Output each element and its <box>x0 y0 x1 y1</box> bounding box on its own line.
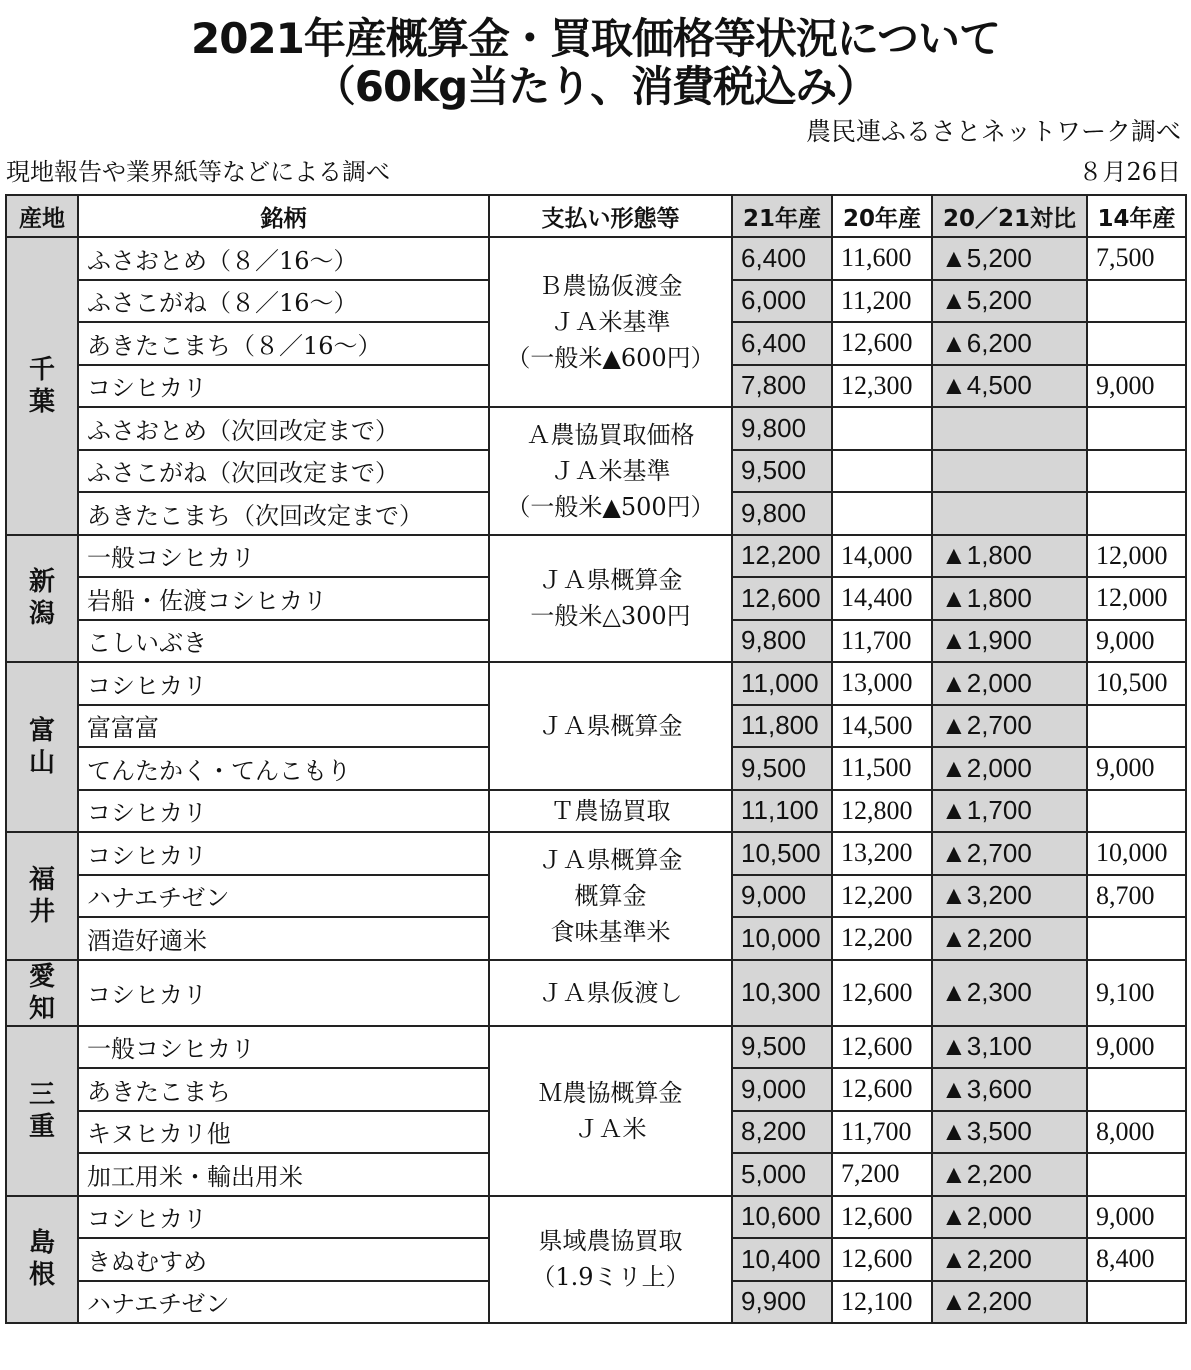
brand-cell: あきたこまち（８／16～） <box>78 322 489 365</box>
brand-cell: コシヒカリ <box>78 960 489 1026</box>
price-2020-cell: 12,100 <box>832 1281 932 1324</box>
prefecture-cell <box>6 1026 78 1196</box>
price-diff-cell: ▲2,700 <box>932 832 1087 875</box>
price-2021-cell: 9,900 <box>732 1281 832 1324</box>
brand-cell: きぬむすめ <box>78 1238 489 1281</box>
price-2020-cell <box>832 450 932 493</box>
payment-line: ＪＡ米基準 <box>550 308 671 336</box>
price-diff-cell: ▲6,200 <box>932 322 1087 365</box>
payment-line: ＪＡ県概算金 <box>538 711 683 740</box>
price-2020-cell: 12,800 <box>832 790 932 833</box>
price-2021-cell: 10,600 <box>732 1196 832 1239</box>
brand-cell: 岩船・佐渡コシヒカリ <box>78 577 489 620</box>
brand-cell: ふさこがね（８／16～） <box>78 280 489 323</box>
price-diff-cell: ▲5,200 <box>932 280 1087 323</box>
payment-cell <box>489 790 732 833</box>
brand-cell: 一般コシヒカリ <box>78 1026 489 1069</box>
price-2020-cell: 12,600 <box>832 1238 932 1281</box>
price-2014-cell: 9,000 <box>1087 747 1186 790</box>
brand-cell: キヌヒカリ他 <box>78 1111 489 1154</box>
payment-line: Ｂ農協仮渡金 <box>538 272 683 300</box>
price-diff-cell: ▲3,200 <box>932 875 1087 918</box>
payment-cell <box>489 1026 732 1196</box>
brand-cell: コシヒカリ <box>78 832 489 875</box>
price-2020-cell: 14,400 <box>832 577 932 620</box>
price-2021-cell: 9,500 <box>732 1026 832 1069</box>
price-2020-cell: 14,500 <box>832 705 932 748</box>
price-diff-cell: ▲2,700 <box>932 705 1087 748</box>
price-diff-cell: ▲3,100 <box>932 1026 1087 1069</box>
price-2021-cell: 11,800 <box>732 705 832 748</box>
payment-cell <box>489 407 732 535</box>
brand-cell: コシヒカリ <box>78 790 489 833</box>
header-y14: 14年産 <box>1087 195 1186 237</box>
payment-line: ＪＡ米 <box>574 1114 647 1143</box>
price-2021-cell: 9,000 <box>732 1068 832 1111</box>
prefecture-cell <box>6 960 78 1026</box>
price-diff-cell: ▲1,800 <box>932 535 1087 578</box>
payment-cell <box>489 832 732 960</box>
prefecture-cell <box>6 832 78 960</box>
price-2020-cell: 13,200 <box>832 832 932 875</box>
price-diff-cell: ▲2,200 <box>932 1281 1087 1324</box>
table-body <box>6 237 1186 1323</box>
payment-line: ＪＡ米基準 <box>550 456 671 485</box>
price-2014-cell <box>1087 492 1186 535</box>
price-2021-cell: 9,000 <box>732 875 832 918</box>
prefecture-char: 愛 <box>28 961 55 992</box>
brand-cell: 加工用米・輸出用米 <box>78 1153 489 1196</box>
price-2021-cell: 9,500 <box>732 747 832 790</box>
payment-line: （一般米▲600円） <box>506 344 715 372</box>
page-subtitle: （60kg当たり、消費税込み） <box>313 62 878 111</box>
price-2021-cell: 11,100 <box>732 790 832 833</box>
price-2021-cell: 7,800 <box>732 365 832 408</box>
brand-cell: あきたこまち（次回改定まで） <box>78 492 489 535</box>
payment-line: Ｔ農協買取 <box>550 796 671 825</box>
price-2020-cell <box>832 407 932 450</box>
price-2014-cell <box>1087 280 1186 323</box>
price-2020-cell: 12,300 <box>832 365 932 408</box>
price-2020-cell: 7,200 <box>832 1153 932 1196</box>
price-2020-cell: 11,700 <box>832 620 932 663</box>
price-2014-cell: 10,500 <box>1087 662 1186 705</box>
prefecture-char: 山 <box>28 748 55 778</box>
price-2020-cell: 12,600 <box>832 1068 932 1111</box>
price-2020-cell: 12,600 <box>832 1196 932 1239</box>
price-2014-cell: 12,000 <box>1087 535 1186 578</box>
prefecture-char: 福 <box>28 864 55 895</box>
price-2020-cell: 13,000 <box>832 662 932 705</box>
price-diff-cell: ▲2,200 <box>932 1238 1087 1281</box>
price-diff-cell: ▲1,800 <box>932 577 1087 620</box>
price-2021-cell: 10,300 <box>732 960 832 1026</box>
price-2020-cell: 11,700 <box>832 1111 932 1154</box>
prefecture-cell <box>6 1196 78 1324</box>
report-date: ８月26日 <box>1078 158 1181 186</box>
price-2014-cell <box>1087 790 1186 833</box>
price-2021-cell: 6,400 <box>732 322 832 365</box>
table-row <box>6 1026 1186 1069</box>
brand-cell: あきたこまち <box>78 1068 489 1111</box>
prefecture-cell <box>6 237 78 535</box>
brand-cell: ふさおとめ（次回改定まで） <box>78 407 489 450</box>
table-row <box>6 662 1186 705</box>
price-2014-cell: 8,000 <box>1087 1111 1186 1154</box>
price-diff-cell: ▲2,200 <box>932 1153 1087 1196</box>
price-2021-cell: 8,200 <box>732 1111 832 1154</box>
table-row <box>6 535 1186 578</box>
price-2021-cell: 9,800 <box>732 492 832 535</box>
brand-cell: 一般コシヒカリ <box>78 535 489 578</box>
prefecture-char: 葉 <box>28 386 55 417</box>
brand-cell: ハナエチゼン <box>78 1281 489 1324</box>
price-diff-cell: ▲3,600 <box>932 1068 1087 1111</box>
payment-cell <box>489 237 732 407</box>
price-2020-cell: 11,500 <box>832 747 932 790</box>
prefecture-char: 富 <box>28 716 55 746</box>
price-2020-cell: 12,600 <box>832 322 932 365</box>
payment-cell <box>489 662 732 790</box>
price-2021-cell: 9,500 <box>732 450 832 493</box>
payment-cell <box>489 1196 732 1324</box>
price-2014-cell <box>1087 450 1186 493</box>
prefecture-char: 新 <box>28 567 55 598</box>
page-title: 2021年産概算金・買取価格等状況について <box>190 14 1001 63</box>
price-diff-cell: ▲1,900 <box>932 620 1087 663</box>
price-2014-cell <box>1087 407 1186 450</box>
price-2020-cell: 12,600 <box>832 1026 932 1069</box>
payment-cell <box>489 535 732 663</box>
price-diff-cell: ▲1,700 <box>932 790 1087 833</box>
source-credit: 農民連ふるさとネットワーク調べ <box>805 117 1181 146</box>
brand-cell: てんたかく・てんこもり <box>78 747 489 790</box>
prefecture-char: 井 <box>28 896 55 927</box>
price-2014-cell: 8,700 <box>1087 875 1186 918</box>
price-diff-cell <box>932 450 1087 493</box>
prefecture-char: 千 <box>28 354 55 385</box>
brand-cell: 酒造好適米 <box>78 917 489 960</box>
price-2014-cell: 9,000 <box>1087 620 1186 663</box>
price-diff-cell: ▲5,200 <box>932 237 1087 280</box>
payment-line: （一般米▲500円） <box>506 492 715 521</box>
payment-line: Ｍ農協概算金 <box>538 1078 683 1107</box>
price-2021-cell: 10,500 <box>732 832 832 875</box>
header-y21: 21年産 <box>732 195 832 237</box>
prefecture-char: 根 <box>28 1260 55 1291</box>
prefecture-cell <box>6 535 78 663</box>
brand-cell: コシヒカリ <box>78 365 489 408</box>
prefecture-char: 知 <box>28 993 55 1024</box>
payment-line: ＪＡ県概算金 <box>538 845 683 874</box>
prefecture-char: 潟 <box>28 599 55 630</box>
brand-cell: コシヒカリ <box>78 662 489 705</box>
prefecture-char: 三 <box>28 1079 55 1110</box>
price-2021-cell: 5,000 <box>732 1153 832 1196</box>
price-diff-cell: ▲2,000 <box>932 1196 1087 1239</box>
price-2020-cell: 11,200 <box>832 280 932 323</box>
header-cmp: 20／21対比 <box>932 195 1087 237</box>
table-header-row <box>6 195 1186 237</box>
price-diff-cell: ▲2,000 <box>932 747 1087 790</box>
payment-line: ＪＡ県仮渡し <box>538 978 683 1007</box>
brand-cell: ふさこがね（次回改定まで） <box>78 450 489 493</box>
brand-cell: 富富富 <box>78 705 489 748</box>
price-table <box>5 194 1187 1324</box>
payment-line: ＪＡ県概算金 <box>538 566 683 595</box>
price-2014-cell <box>1087 322 1186 365</box>
brand-cell: コシヒカリ <box>78 1196 489 1239</box>
price-2014-cell: 9,000 <box>1087 365 1186 408</box>
price-2021-cell: 11,000 <box>732 662 832 705</box>
price-2021-cell: 9,800 <box>732 407 832 450</box>
price-2020-cell: 14,000 <box>832 535 932 578</box>
price-2014-cell <box>1087 705 1186 748</box>
price-2014-cell: 9,000 <box>1087 1196 1186 1239</box>
header-pref: 産地 <box>6 195 78 237</box>
price-2021-cell: 6,000 <box>732 280 832 323</box>
price-diff-cell: ▲2,200 <box>932 917 1087 960</box>
price-2014-cell: 8,400 <box>1087 1238 1186 1281</box>
price-2014-cell: 12,000 <box>1087 577 1186 620</box>
price-2020-cell: 12,600 <box>832 960 932 1026</box>
prefecture-cell <box>6 662 78 832</box>
table-row <box>6 790 1186 833</box>
price-2020-cell: 12,200 <box>832 917 932 960</box>
price-2021-cell: 12,600 <box>732 577 832 620</box>
header-payment: 支払い形態等 <box>489 195 732 237</box>
payment-line: 一般米△300円 <box>530 602 691 631</box>
price-diff-cell: ▲2,300 <box>932 960 1087 1026</box>
price-2021-cell: 6,400 <box>732 237 832 280</box>
price-2014-cell: 9,100 <box>1087 960 1186 1026</box>
payment-line: （1.9ミリ上） <box>531 1263 690 1292</box>
price-2014-cell <box>1087 1068 1186 1111</box>
price-diff-cell <box>932 407 1087 450</box>
header-brand: 銘柄 <box>78 195 489 237</box>
price-diff-cell: ▲4,500 <box>932 365 1087 408</box>
price-2021-cell: 10,000 <box>732 917 832 960</box>
price-diff-cell: ▲3,500 <box>932 1111 1087 1154</box>
payment-line: 概算金 <box>574 881 647 910</box>
table-row <box>6 832 1186 875</box>
prefecture-char: 島 <box>28 1228 55 1259</box>
brand-cell: こしいぶき <box>78 620 489 663</box>
price-2014-cell: 7,500 <box>1087 237 1186 280</box>
table-row <box>6 960 1186 1026</box>
price-diff-cell: ▲2,000 <box>932 662 1087 705</box>
payment-cell <box>489 960 732 1026</box>
price-2020-cell: 12,200 <box>832 875 932 918</box>
table-row <box>6 237 1186 280</box>
payment-line: 県域農協買取 <box>538 1227 683 1256</box>
header-y20: 20年産 <box>832 195 932 237</box>
price-2020-cell <box>832 492 932 535</box>
brand-cell: ふさおとめ（８／16～） <box>78 237 489 280</box>
price-2014-cell <box>1087 1281 1186 1324</box>
table-row <box>6 1196 1186 1239</box>
price-2014-cell <box>1087 917 1186 960</box>
prefecture-char: 重 <box>28 1111 55 1142</box>
payment-line: Ａ農協買取価格 <box>526 420 695 449</box>
price-2014-cell <box>1087 1153 1186 1196</box>
brand-cell: ハナエチゼン <box>78 875 489 918</box>
survey-note: 現地報告や業界紙等などによる調べ <box>6 158 390 186</box>
price-2021-cell: 12,200 <box>732 535 832 578</box>
price-2020-cell: 11,600 <box>832 237 932 280</box>
price-2021-cell: 9,800 <box>732 620 832 663</box>
payment-line: 食味基準米 <box>550 917 671 946</box>
table-row <box>6 407 1186 450</box>
price-2021-cell: 10,400 <box>732 1238 832 1281</box>
price-2014-cell: 9,000 <box>1087 1026 1186 1069</box>
price-2014-cell: 10,000 <box>1087 832 1186 875</box>
price-diff-cell <box>932 492 1087 535</box>
